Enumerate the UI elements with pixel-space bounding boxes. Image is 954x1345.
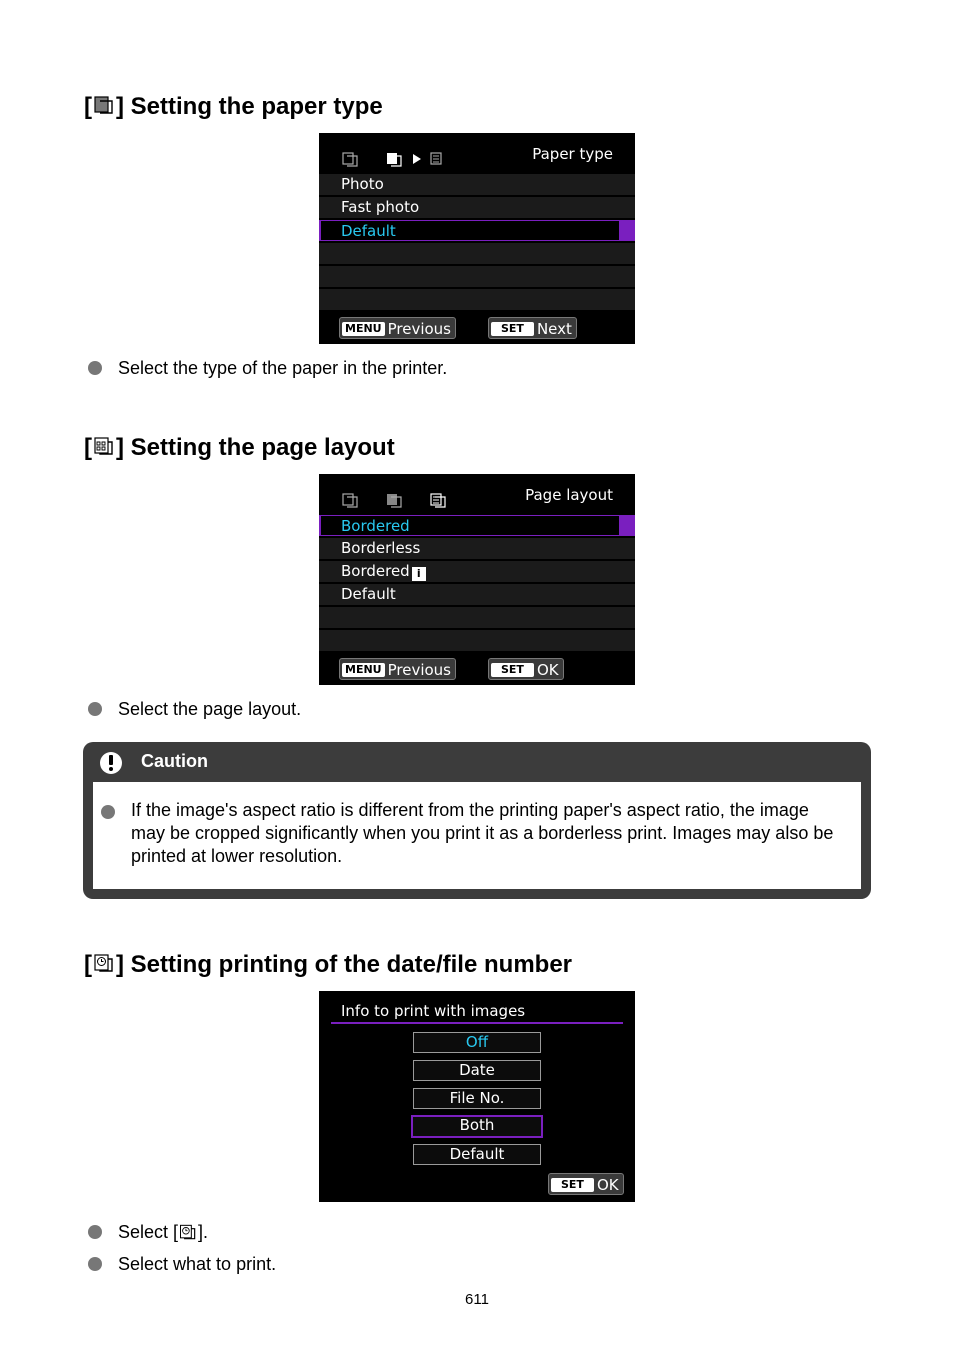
bracket-open: [ [84, 434, 92, 461]
bracket-open: [ [84, 951, 92, 978]
set-key: SET [491, 663, 534, 677]
menu-item-empty [319, 266, 635, 287]
previous-label: Previous [387, 320, 452, 338]
section-title: Setting the page layout [130, 434, 395, 461]
section-title: Setting printing of the date/file number [130, 951, 572, 978]
tab-icons [341, 491, 451, 509]
option-off[interactable]: Off [413, 1032, 541, 1053]
ok-button[interactable] [488, 658, 564, 680]
previous-button[interactable] [339, 317, 456, 339]
page-number: 611 [465, 1291, 489, 1308]
menu-item-empty [319, 289, 635, 310]
bullet-text-end: ]. [198, 1222, 209, 1242]
caution-box [83, 742, 871, 899]
ok-button[interactable] [548, 1173, 624, 1195]
camera-screen-page-layout [319, 474, 635, 685]
menu-item-label: Default [341, 585, 396, 603]
bullet-text [118, 1221, 208, 1243]
camera-screen-info-to-print [319, 991, 635, 1202]
set-key: SET [551, 1178, 594, 1192]
paper-type-icon [92, 93, 116, 117]
bracket-open: [ [84, 93, 92, 120]
caution-text: If the image's aspect ratio is different from the printing paper's aspect ratio, the image may be cropped significantly when you print it as a borderless print. Images may also be printed at lower resolution. [131, 800, 834, 866]
page-layout-icon [92, 434, 116, 458]
caution-title: Caution [141, 751, 208, 771]
next-label: Next [536, 320, 572, 338]
option-both[interactable]: Both [411, 1115, 543, 1138]
info-icon: i [412, 567, 426, 581]
menu-item-label: Photo [341, 175, 384, 193]
ok-label: OK [536, 661, 559, 679]
bullet-dot [88, 1225, 102, 1239]
menu-item-default[interactable] [319, 584, 635, 605]
next-button[interactable] [488, 317, 577, 339]
section-title: Setting the paper type [130, 93, 383, 120]
screen-title: Info to print with images [341, 1002, 526, 1020]
screen-footer [319, 312, 635, 344]
set-key: SET [491, 322, 534, 336]
tab-icons [341, 150, 451, 168]
screen-header [319, 133, 635, 173]
menu-item-empty [319, 243, 635, 264]
menu-item-fast-photo[interactable] [319, 197, 635, 218]
screen-footer [319, 653, 635, 685]
bullet-dot [88, 1257, 102, 1271]
screen-title: Paper type [532, 145, 613, 163]
menu-item-photo[interactable] [319, 174, 635, 195]
caution-body [93, 782, 861, 889]
date-file-number-icon [178, 1222, 198, 1242]
menu-item-label: Fast photo [341, 198, 420, 216]
camera-screen-paper-type [319, 133, 635, 344]
bracket-close: ] [116, 951, 124, 978]
title-underline [331, 1022, 623, 1024]
bullet-dot [88, 361, 102, 375]
menu-key: MENU [342, 663, 385, 677]
menu-item-borderless[interactable] [319, 538, 635, 559]
caution-icon [99, 751, 123, 780]
tab-icons-graphic [341, 491, 451, 509]
bullet-text: Select what to print. [118, 1254, 277, 1274]
previous-label: Previous [387, 661, 452, 679]
date-file-number-icon [92, 951, 116, 975]
section-heading-page-layout [84, 434, 395, 462]
bullet-text-start: Select [ [118, 1222, 179, 1242]
bracket-close: ] [116, 434, 124, 461]
menu-item-label: Default [321, 221, 619, 240]
menu-item-label: Bordered [321, 516, 619, 535]
tab-icons-graphic [341, 150, 451, 168]
screen-header [319, 474, 635, 514]
bullet-dot [101, 805, 115, 819]
menu-item-empty [319, 630, 635, 651]
menu-item-default[interactable] [319, 220, 635, 241]
menu-key: MENU [342, 322, 385, 336]
menu-item-bordered-info[interactable] [319, 561, 635, 582]
section-heading-date-file-number [84, 951, 572, 979]
option-default[interactable]: Default [413, 1144, 541, 1165]
screen-title: Page layout [525, 486, 613, 504]
menu-item-label: Bordered [341, 562, 410, 580]
previous-button[interactable] [339, 658, 456, 680]
option-date[interactable]: Date [413, 1060, 541, 1081]
bullet-text: Select the type of the paper in the printer. [118, 358, 448, 378]
menu-item-bordered[interactable] [319, 515, 635, 536]
section-heading-paper-type [84, 93, 383, 121]
bracket-close: ] [116, 93, 124, 120]
bullet-dot [88, 702, 102, 716]
ok-label: OK [596, 1176, 619, 1194]
menu-item-empty [319, 607, 635, 628]
option-file-no[interactable]: File No. [413, 1088, 541, 1109]
menu-item-label: Borderless [341, 539, 421, 557]
bullet-text: Select the page layout. [118, 699, 302, 719]
